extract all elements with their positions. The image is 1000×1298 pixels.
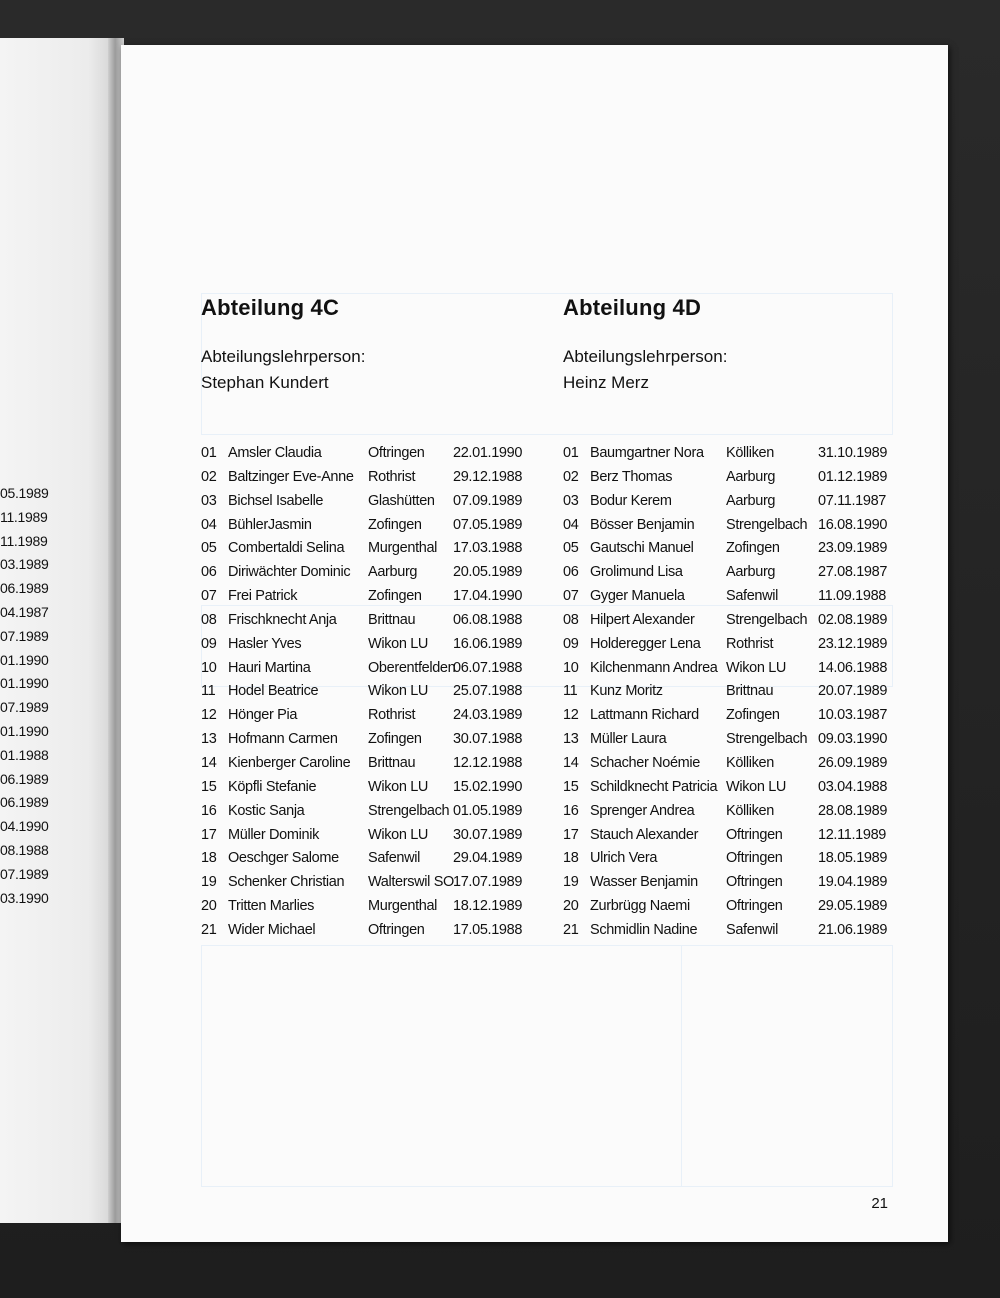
student-name: Kunz Moritz (590, 683, 663, 700)
student-name: Amsler Claudia (228, 445, 322, 461)
student-hometown: Rothrist (368, 707, 416, 724)
student-row (563, 445, 893, 469)
student-number: 13 (563, 731, 579, 748)
student-number: 02 (563, 468, 579, 485)
student-hometown: Strengelbach (726, 611, 808, 628)
page-number: 21 (871, 1195, 888, 1212)
student-number: 08 (563, 611, 579, 628)
student-number: 21 (563, 921, 579, 938)
student-hometown: Murgenthal (368, 540, 438, 557)
previous-page-date: 05.1989 (0, 485, 49, 501)
student-number: 16 (201, 802, 217, 819)
student-row (563, 874, 893, 898)
student-birthdate: 23.09.1989 (818, 540, 888, 557)
previous-page-date: 08.1988 (0, 841, 49, 858)
student-name: Wider Michael (228, 921, 316, 938)
student-birthdate: 11.09.1988 (818, 588, 886, 605)
student-row (563, 779, 893, 803)
student-hometown: Strengelbach (368, 802, 450, 819)
student-row (563, 850, 893, 874)
student-row (201, 612, 531, 636)
student-number: 10 (563, 659, 579, 676)
student-number: 20 (563, 898, 579, 915)
student-hometown: Rothrist (726, 635, 774, 652)
student-birthdate: 07.05.1989 (453, 516, 523, 533)
student-number: 09 (563, 635, 579, 652)
student-row (201, 493, 531, 517)
previous-page-date-column (0, 482, 49, 910)
student-row (563, 803, 893, 827)
student-birthdate: 30.07.1989 (453, 826, 523, 843)
student-list-4c (201, 445, 531, 946)
book-page (121, 45, 948, 1242)
student-hometown: Kölliken (726, 445, 774, 461)
student-number: 11 (563, 683, 578, 700)
student-number: 11 (201, 683, 216, 700)
student-name: Frei Patrick (228, 588, 298, 605)
teacher-name-4d: Heinz Merz (563, 373, 649, 392)
student-name: Gautschi Manuel (590, 540, 694, 557)
student-hometown: Zofingen (368, 516, 422, 533)
teacher-name-4c: Stephan Kundert (201, 373, 329, 392)
student-birthdate: 19.04.1989 (818, 874, 888, 891)
student-birthdate: 06.07.1988 (453, 659, 523, 676)
student-hometown: Strengelbach (726, 731, 808, 748)
previous-page-date: 07.1989 (0, 627, 49, 644)
student-row (201, 517, 531, 541)
student-hometown: Zofingen (368, 731, 422, 748)
student-row (201, 827, 531, 851)
student-birthdate: 17.07.1989 (453, 874, 523, 891)
student-hometown: Aarburg (726, 564, 776, 581)
student-name: Schenker Christian (228, 874, 345, 891)
student-hometown: Kölliken (726, 754, 774, 771)
student-name: Tritten Marlies (228, 898, 315, 915)
student-row (201, 874, 531, 898)
student-hometown: Wikon LU (368, 778, 429, 795)
student-birthdate: 18.12.1989 (453, 898, 523, 915)
student-birthdate: 06.08.1988 (453, 611, 523, 628)
student-birthdate: 17.03.1988 (453, 540, 523, 557)
student-name: Wasser Benjamin (590, 874, 698, 891)
student-hometown: Wikon LU (726, 659, 787, 676)
student-birthdate: 23.12.1989 (818, 635, 888, 652)
student-name: Baumgartner Nora (590, 445, 704, 461)
student-hometown: Wikon LU (726, 778, 787, 795)
student-hometown: Glashütten (368, 492, 435, 509)
student-hometown: Rothrist (368, 468, 416, 485)
student-name: Frischknecht Anja (228, 611, 337, 628)
student-row (201, 922, 531, 946)
student-name: Müller Laura (590, 731, 667, 748)
student-name: Hauri Martina (228, 659, 311, 676)
student-row (201, 564, 531, 588)
student-hometown: Oftringen (368, 445, 425, 461)
student-name: Hasler Yves (228, 635, 302, 652)
student-birthdate: 16.06.1989 (453, 635, 523, 652)
student-name: Hodel Beatrice (228, 683, 319, 700)
student-row (201, 707, 531, 731)
previous-page-date: 01.1990 (0, 651, 49, 668)
student-number: 05 (201, 540, 217, 557)
previous-page-date: 11.1989 (0, 508, 48, 525)
student-number: 03 (563, 492, 579, 509)
student-birthdate: 30.07.1988 (453, 731, 523, 748)
student-list-4d (563, 445, 893, 946)
teacher-label-4c: Abteilungslehrperson: (201, 347, 366, 366)
student-name: Kostic Sanja (228, 802, 305, 819)
student-number: 13 (201, 731, 217, 748)
student-hometown: Kölliken (726, 802, 774, 819)
student-number: 12 (201, 707, 217, 724)
student-birthdate: 20.07.1989 (818, 683, 888, 700)
student-name: Lattmann Richard (590, 707, 699, 724)
student-number: 04 (201, 516, 217, 533)
student-name: Schmidlin Nadine (590, 921, 698, 938)
student-name: Müller Dominik (228, 826, 319, 843)
student-hometown: Murgenthal (368, 898, 438, 915)
student-number: 03 (201, 492, 217, 509)
student-birthdate: 01.12.1989 (818, 468, 888, 485)
teacher-label-4d: Abteilungslehrperson: (563, 347, 728, 366)
student-hometown: Wikon LU (368, 635, 429, 652)
student-birthdate: 29.04.1989 (453, 850, 523, 867)
student-name: Berz Thomas (590, 468, 673, 485)
student-birthdate: 18.05.1989 (818, 850, 888, 867)
student-birthdate: 26.09.1989 (818, 754, 888, 771)
previous-page-date: 06.1989 (0, 770, 49, 787)
previous-page-date: 04.1987 (0, 603, 49, 620)
student-number: 18 (201, 850, 217, 867)
student-birthdate: 02.08.1989 (818, 611, 888, 628)
student-name: Holderegger Lena (590, 635, 701, 652)
student-number: 19 (563, 874, 579, 891)
student-birthdate: 09.03.1990 (818, 731, 888, 748)
student-birthdate: 15.02.1990 (453, 778, 523, 795)
student-number: 15 (201, 778, 217, 795)
student-row (563, 707, 893, 731)
student-row (563, 469, 893, 493)
student-name: Zurbrügg Naemi (590, 898, 690, 915)
student-hometown: Walterswil SO (368, 874, 454, 891)
student-birthdate: 29.12.1988 (453, 468, 523, 485)
student-number: 19 (201, 874, 217, 891)
student-row (201, 636, 531, 660)
student-name: Köpfli Stefanie (228, 778, 317, 795)
student-number: 16 (563, 802, 579, 819)
student-row (201, 779, 531, 803)
student-row (201, 469, 531, 493)
student-row (201, 898, 531, 922)
student-name: Sprenger Andrea (590, 802, 695, 819)
student-hometown: Brittnau (368, 754, 416, 771)
student-hometown: Brittnau (368, 611, 416, 628)
student-birthdate: 24.03.1989 (453, 707, 523, 724)
student-birthdate: 16.08.1990 (818, 516, 888, 533)
student-hometown: Zofingen (726, 540, 780, 557)
previous-page-date: 03.1989 (0, 556, 49, 573)
student-hometown: Aarburg (726, 468, 776, 485)
student-number: 06 (563, 564, 579, 581)
student-birthdate: 17.04.1990 (453, 588, 523, 605)
student-birthdate: 20.05.1989 (453, 564, 523, 581)
student-name: Grolimund Lisa (590, 564, 683, 581)
previous-page-date: 03.1990 (0, 889, 49, 906)
student-name: BühlerJasmin (228, 516, 312, 533)
student-row (201, 445, 531, 469)
student-birthdate: 29.05.1989 (818, 898, 888, 915)
student-row (563, 731, 893, 755)
student-name: Hilpert Alexander (590, 611, 695, 628)
section-title-4d: Abteilung 4D (563, 295, 702, 320)
student-row (563, 922, 893, 946)
student-number: 17 (201, 826, 217, 843)
student-hometown: Zofingen (368, 588, 422, 605)
student-row (563, 564, 893, 588)
student-hometown: Wikon LU (368, 683, 429, 700)
student-number: 20 (201, 898, 217, 915)
student-row (201, 683, 531, 707)
student-hometown: Oftringen (726, 826, 783, 843)
student-number: 05 (563, 540, 579, 557)
student-number: 06 (201, 564, 217, 581)
student-name: Diriwächter Dominic (228, 564, 351, 581)
student-name: Baltzinger Eve-Anne (228, 468, 354, 485)
student-hometown: Oftringen (368, 921, 425, 938)
student-row (201, 588, 531, 612)
student-birthdate: 14.06.1988 (818, 659, 888, 676)
student-hometown: Oftringen (726, 898, 783, 915)
bleed-through-text (70, 300, 75, 320)
student-row (563, 493, 893, 517)
student-number: 02 (201, 468, 217, 485)
student-hometown: Brittnau (726, 683, 774, 700)
student-name: Bodur Kerem (590, 492, 672, 509)
student-hometown: Aarburg (726, 492, 776, 509)
student-row (201, 731, 531, 755)
student-hometown: Wikon LU (368, 826, 429, 843)
student-row (563, 588, 893, 612)
student-number: 01 (563, 445, 579, 461)
student-hometown: Zofingen (726, 707, 780, 724)
student-birthdate: 07.09.1989 (453, 492, 523, 509)
section-title-4c: Abteilung 4C (201, 295, 340, 320)
student-birthdate: 28.08.1989 (818, 802, 888, 819)
student-number: 17 (563, 826, 579, 843)
student-hometown: Safenwil (726, 588, 779, 605)
student-name: Ulrich Vera (590, 850, 658, 867)
student-hometown: Safenwil (726, 921, 779, 938)
student-number: 08 (201, 611, 217, 628)
student-row (201, 850, 531, 874)
student-name: Kilchenmann Andrea (590, 659, 718, 676)
previous-page (0, 38, 110, 1223)
student-row (201, 803, 531, 827)
previous-page-date: 07.1989 (0, 699, 49, 716)
student-birthdate: 27.08.1987 (818, 564, 888, 581)
student-name: Schildknecht Patricia (590, 778, 718, 795)
student-number: 09 (201, 635, 217, 652)
student-row (563, 636, 893, 660)
student-row (201, 660, 531, 684)
previous-page-date: 07.1989 (0, 865, 49, 882)
student-number: 18 (563, 850, 579, 867)
previous-page-date: 06.1989 (0, 580, 49, 597)
student-birthdate: 07.11.1987 (818, 492, 886, 509)
student-birthdate: 10.03.1987 (818, 707, 888, 724)
student-birthdate: 01.05.1989 (453, 802, 523, 819)
student-birthdate: 31.10.1989 (818, 445, 888, 461)
student-hometown: Strengelbach (726, 516, 808, 533)
student-hometown: Safenwil (368, 850, 421, 867)
student-name: Oeschger Salome (228, 850, 339, 867)
student-name: Bösser Benjamin (590, 516, 695, 533)
student-birthdate: 17.05.1988 (453, 921, 523, 938)
student-birthdate: 21.06.1989 (818, 921, 888, 938)
student-hometown: Oftringen (726, 850, 783, 867)
student-name: Gyger Manuela (590, 588, 685, 605)
student-hometown: Oftringen (726, 874, 783, 891)
student-birthdate: 22.01.1990 (453, 445, 523, 461)
student-hometown: Aarburg (368, 564, 418, 581)
student-row (563, 827, 893, 851)
previous-page-date: 11.1989 (0, 532, 48, 549)
student-row (201, 540, 531, 564)
student-name: Stauch Alexander (590, 826, 699, 843)
previous-page-date: 06.1989 (0, 794, 49, 811)
student-row (563, 898, 893, 922)
student-birthdate: 03.04.1988 (818, 778, 888, 795)
student-row (563, 683, 893, 707)
previous-page-date: 04.1990 (0, 818, 49, 835)
student-number: 14 (201, 754, 217, 771)
previous-page-date: 01.1990 (0, 722, 49, 739)
student-row (563, 660, 893, 684)
student-name: Bichsel Isabelle (228, 492, 324, 509)
student-number: 14 (563, 754, 579, 771)
student-number: 21 (201, 921, 217, 938)
student-number: 10 (201, 659, 217, 676)
student-birthdate: 12.11.1989 (818, 826, 886, 843)
student-number: 07 (201, 588, 217, 605)
previous-page-date: 01.1988 (0, 746, 49, 763)
student-name: Hofmann Carmen (228, 731, 338, 748)
student-row (563, 517, 893, 541)
student-number: 04 (563, 516, 579, 533)
student-hometown: Oberentfelden (368, 659, 456, 676)
student-number: 12 (563, 707, 579, 724)
student-row (563, 612, 893, 636)
student-number: 07 (563, 588, 579, 605)
student-birthdate: 12.12.1988 (453, 754, 523, 771)
student-row (563, 540, 893, 564)
student-row (563, 755, 893, 779)
previous-page-date: 01.1990 (0, 675, 49, 692)
student-number: 01 (201, 445, 217, 461)
student-name: Combertaldi Selina (228, 540, 345, 557)
student-number: 15 (563, 778, 579, 795)
student-name: Schacher Noémie (590, 754, 700, 771)
student-birthdate: 25.07.1988 (453, 683, 523, 700)
student-row (201, 755, 531, 779)
student-name: Kienberger Caroline (228, 754, 351, 771)
student-name: Hönger Pia (228, 707, 298, 724)
